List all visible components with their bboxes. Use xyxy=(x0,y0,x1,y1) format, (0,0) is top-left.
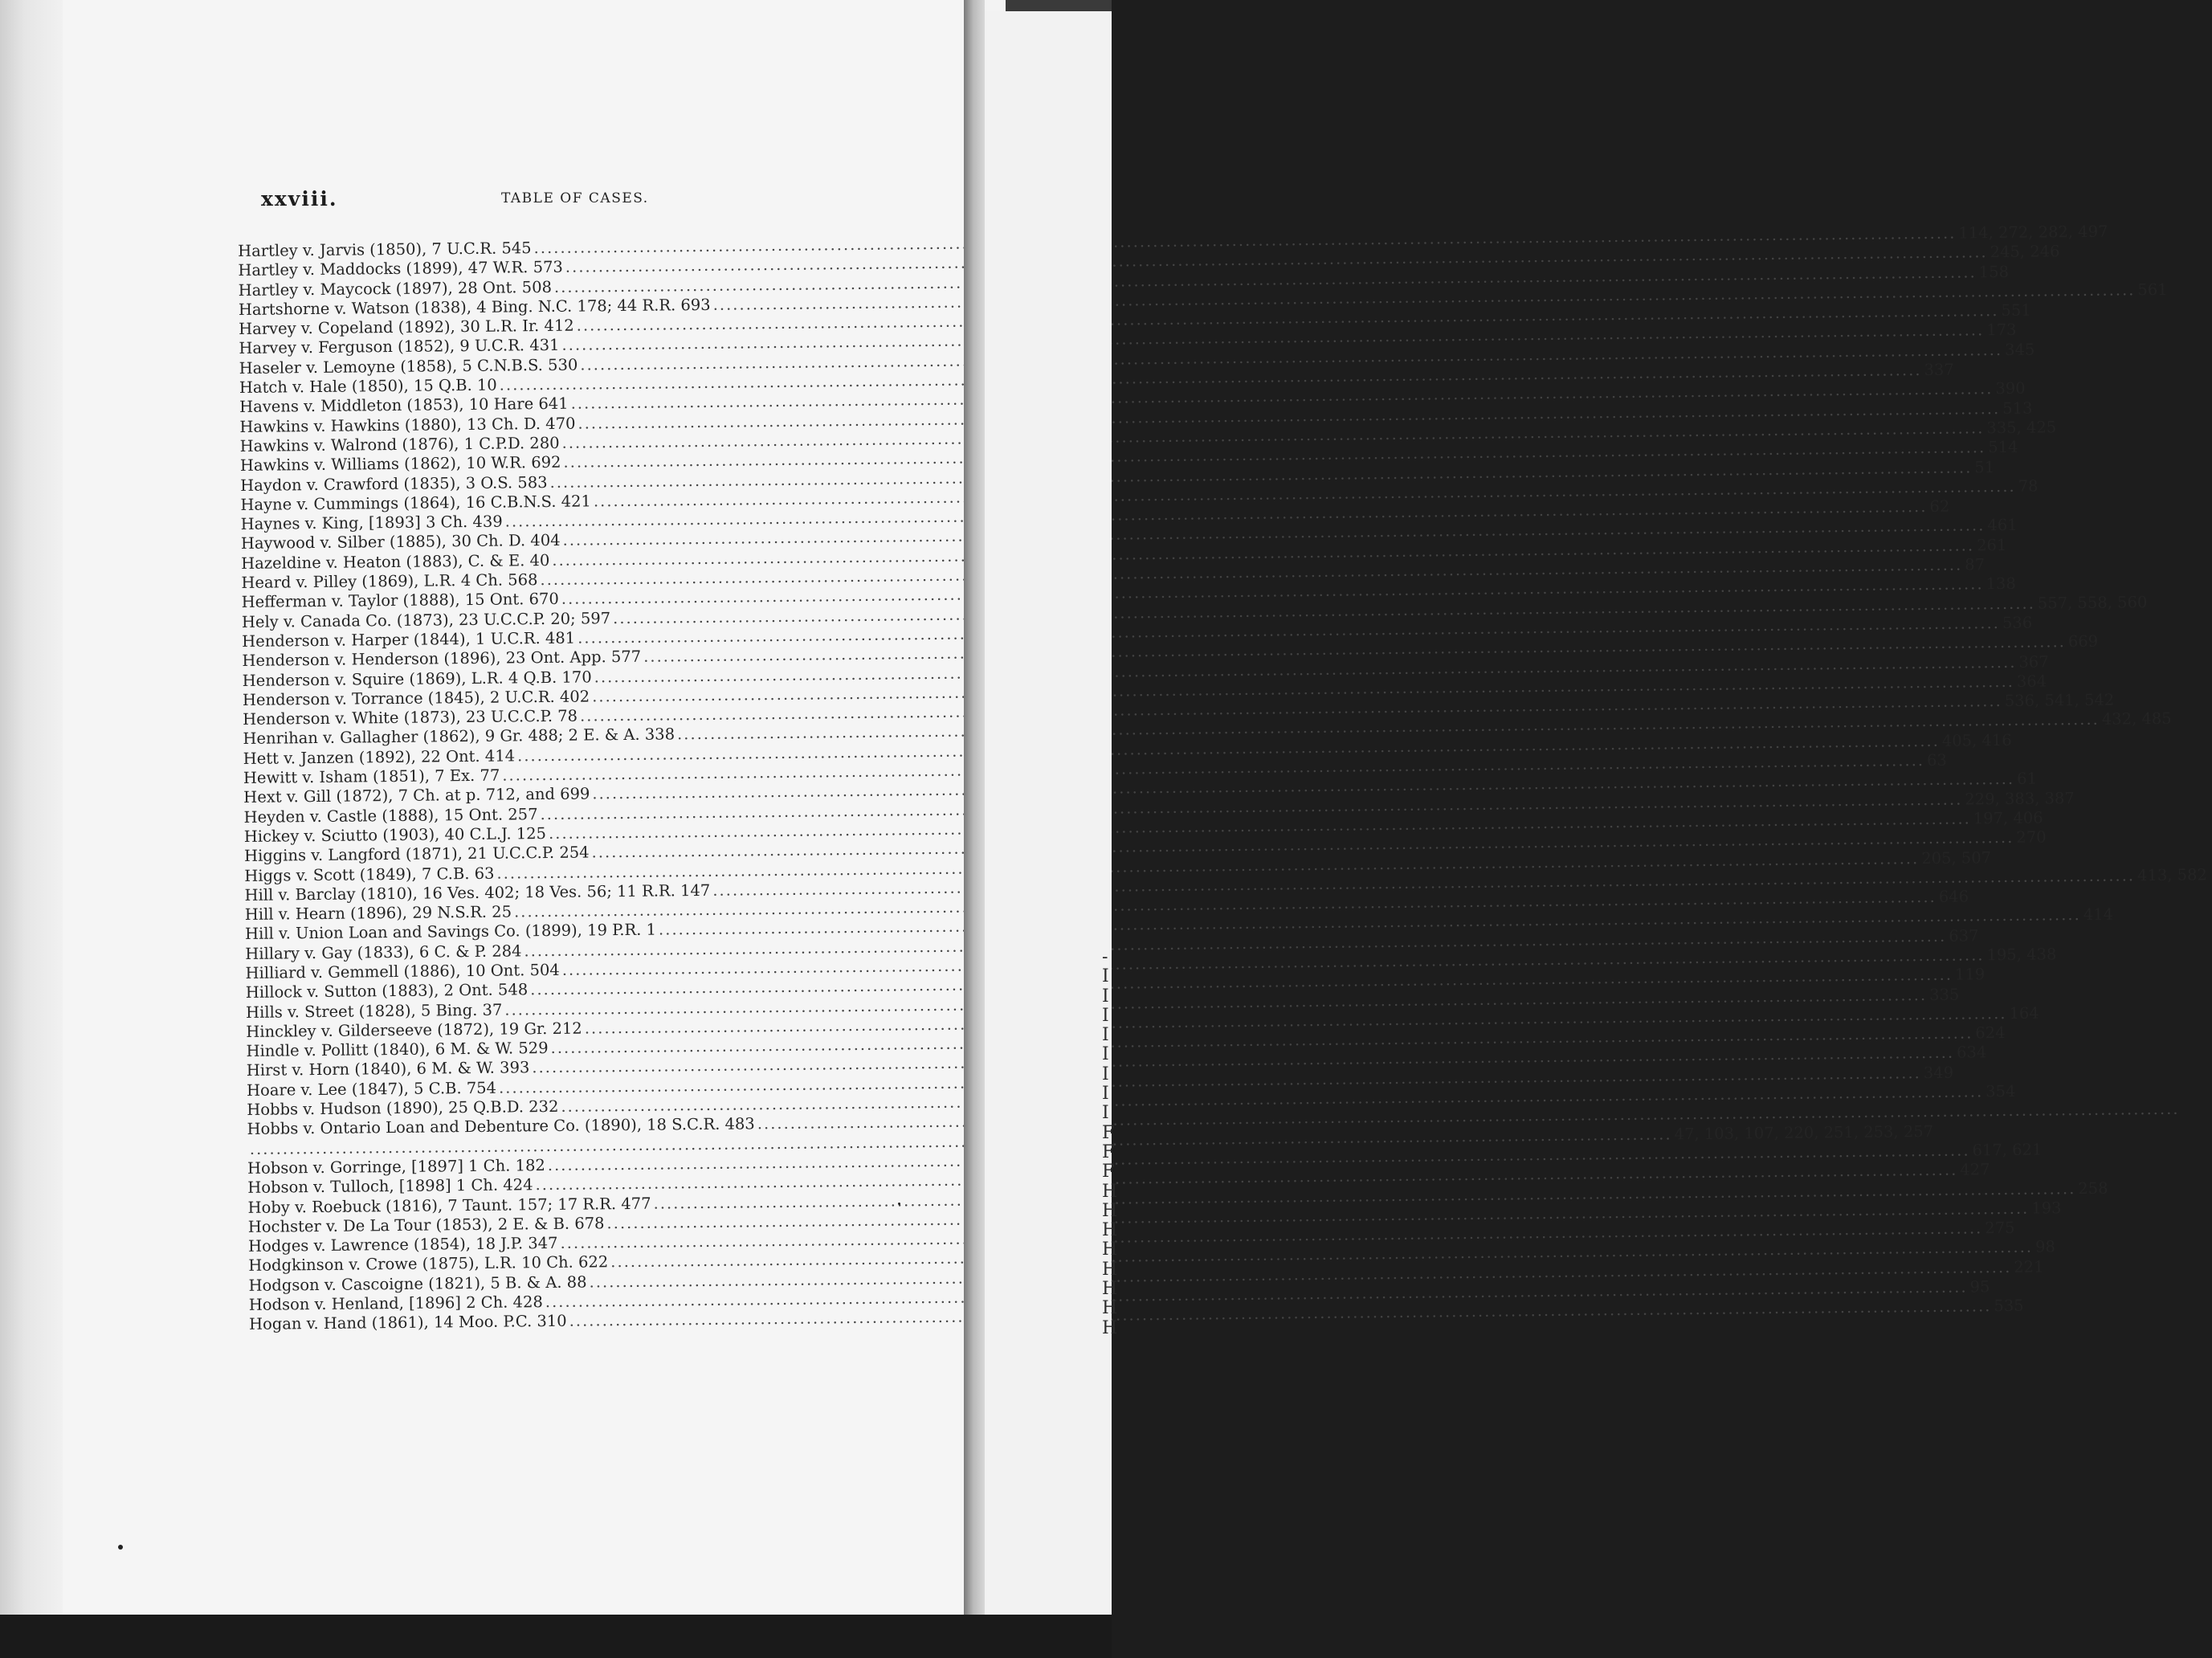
case-citation: Heyden v. Castle (1888), 15 Ont. 257 xyxy=(243,804,538,827)
case-page-references: 87 xyxy=(1965,555,1985,574)
case-citation: Hobson v. Gorringe, [1897] 1 Ch. 182 xyxy=(247,1156,545,1178)
scan-speck xyxy=(898,1203,900,1205)
case-page-references: 98 xyxy=(2034,1237,2055,1257)
case-citation: Hilliard v. Gemmell (1886), 10 Ont. 504 xyxy=(245,960,560,982)
case-page-references: 513 xyxy=(2002,398,2033,418)
page-number: xxviii. xyxy=(261,187,338,210)
case-citation: Hinckley v. Gilderseeve (1872), 19 Gr. 212 xyxy=(246,1019,582,1041)
case-page-references: 536, 541, 542 xyxy=(2004,690,2115,711)
case-page-references: 63 xyxy=(1926,750,1948,770)
case-citation: Hill v. Barclay (1810), 16 Ves. 402; 18 Ves. 56; 11 R.R. 147 xyxy=(244,880,711,905)
case-citation: Hodgkinson v. Crowe (1875), L.R. 10 Ch. 622 xyxy=(248,1252,609,1276)
edge-letter: I xyxy=(1102,986,1109,1007)
case-citation: Hefferman v. Taylor (1888), 15 Ont. 670 xyxy=(241,590,559,612)
edge-letter: I xyxy=(1102,1005,1109,1026)
case-citation: Henderson v. Henderson (1896), 23 Ont. App. 577 xyxy=(242,647,642,671)
case-page-references: 193 xyxy=(2031,1199,2062,1218)
case-page-references: 624 xyxy=(1975,1023,2006,1043)
case-page-references: 617, 621 xyxy=(1972,1140,2043,1160)
edge-letter: H xyxy=(1102,1220,1118,1241)
facing-page-edge-letters xyxy=(1102,947,1118,1350)
case-citation: Higgins v. Langford (1871), 21 U.C.C.P. 254 xyxy=(243,843,590,866)
case-page-references: 197, 406 xyxy=(1973,808,2043,828)
case-citation: Hawkins v. Walrond (1876), 1 C.P.D. 280 xyxy=(239,433,560,455)
edge-letter: H xyxy=(1102,1200,1118,1221)
case-citation: Hickey v. Sciutto (1903), 40 C.L.J. 125 xyxy=(243,823,547,846)
case-page-references: 461 xyxy=(1987,516,2018,535)
case-citation: Harvey v. Ferguson (1852), 9 U.C.R. 431 xyxy=(239,336,560,358)
case-citation: Havens v. Middleton (1853), 10 Hare 641 xyxy=(239,394,569,417)
case-citation: Hartley v. Maddocks (1899), 47 W.R. 573 xyxy=(238,258,563,280)
edge-letter: I xyxy=(1102,1025,1109,1046)
edge-letter: H xyxy=(1102,1259,1118,1280)
case-citation: Hext v. Gill (1872), 7 Ch. at p. 712, and 699 xyxy=(243,784,590,807)
case-page-references: 158 xyxy=(1978,262,2010,281)
case-page-references: 557, 558, 560 xyxy=(2037,592,2148,613)
case-citation: Hatch v. Hale (1850), 15 Q.B. 10 xyxy=(239,375,497,398)
case-citation: Hett v. Janzen (1892), 22 Ont. 414 xyxy=(243,746,516,768)
case-page-references: 536 xyxy=(2002,613,2033,632)
case-page-references: 229, 383, 387 xyxy=(1965,788,2075,809)
case-page-references: 551 xyxy=(2001,300,2031,321)
edge-letter: H xyxy=(1102,1181,1118,1202)
case-page-references: 335, 425 xyxy=(1986,418,2057,438)
page-fold-shadow xyxy=(964,0,985,1615)
edge-letter: F xyxy=(1102,1141,1115,1162)
scanner-bed-edge xyxy=(0,1615,1112,1658)
case-citation: Hill v. Union Loan and Savings Co. (1899), 19 P.R. 1 xyxy=(244,920,657,944)
case-page-references: 405, 416 xyxy=(1941,730,2012,750)
case-citation: Hill v. Hearn (1896), 29 N.S.R. 25 xyxy=(244,902,512,925)
left-gutter-shadow xyxy=(0,0,63,1615)
case-citation: Hely v. Canada Co. (1873), 23 U.C.C.P. 20; 597 xyxy=(241,608,611,631)
case-page-references: 561 xyxy=(2137,280,2168,300)
case-page-references: 195, 438 xyxy=(1986,945,2057,965)
case-citation: Hoby v. Roebuck (1816), 7 Taunt. 157; 17 R.R. 477 xyxy=(247,1194,651,1217)
edge-letter: H xyxy=(1102,1279,1118,1300)
case-page-references: 335 xyxy=(1928,985,1960,1004)
case-citation: Haydon v. Crawford (1835), 3 O.S. 583 xyxy=(240,472,548,495)
case-page-references: 432, 485 xyxy=(2101,709,2172,729)
case-page-references: 205, 507 xyxy=(1921,847,1992,868)
case-citation: Hindle v. Pollitt (1840), 6 M. & W. 529 xyxy=(246,1039,549,1061)
case-page-references: 427 xyxy=(1960,1160,1990,1179)
edge-letter: I xyxy=(1102,1064,1109,1084)
table-of-cases-list xyxy=(238,222,2208,1334)
edge-letter: F xyxy=(1102,1122,1115,1143)
case-citation: Hochster v. De La Tour (1853), 2 E. & B. 678 xyxy=(247,1214,605,1236)
facing-page xyxy=(985,11,1118,1615)
edge-letter: I xyxy=(1102,1103,1109,1124)
case-citation: Hillock v. Sutton (1883), 2 Ont. 548 xyxy=(245,980,529,1003)
case-citation: Hoare v. Lee (1847), 5 C.B. 754 xyxy=(246,1078,497,1100)
edge-letter: F xyxy=(1102,1162,1115,1182)
case-citation: Haywood v. Silber (1885), 30 Ch. D. 404 xyxy=(240,531,561,553)
case-page-references: 637 xyxy=(1949,926,1979,945)
edge-letter: H xyxy=(1102,1298,1118,1319)
case-citation: Haynes v. King, [1893] 3 Ch. 439 xyxy=(240,512,503,534)
edge-letter: H xyxy=(1102,1317,1118,1338)
case-page-references: 258 xyxy=(2078,1178,2108,1198)
case-page-references: 78 xyxy=(2018,476,2039,496)
case-page-references: 95 xyxy=(1969,1277,1990,1297)
case-citation: Hillary v. Gay (1833), 6 C. & P. 284 xyxy=(245,941,522,963)
case-page-references: 337 xyxy=(1924,360,1954,380)
case-page-references: 349 xyxy=(1923,1063,1954,1082)
case-citation: Henderson v. Squire (1869), L.R. 4 Q.B. 170 xyxy=(242,667,592,690)
case-page-references: 669 xyxy=(2067,632,2099,651)
case-page-references: 390 xyxy=(1995,379,2026,398)
case-citation: Henderson v. White (1873), 23 U.C.C.P. 78 xyxy=(243,706,578,729)
case-page-references: 61 xyxy=(2017,769,2038,789)
case-citation: Higgs v. Scott (1849), 7 C.B. 63 xyxy=(244,864,495,885)
case-page-references: 275 xyxy=(1985,1219,2015,1238)
case-citation: Harvey v. Copeland (1892), 30 L.R. Ir. 412 xyxy=(239,316,574,339)
case-page-references: 221 xyxy=(2014,1257,2044,1276)
case-page-references: 47, 103, 107, 220, 251, 253, 257 xyxy=(1674,1121,1934,1143)
case-citation: Hodson v. Henland, [1896] 2 Ch. 428 xyxy=(248,1293,543,1314)
case-page-references: 245, 246 xyxy=(1990,242,2060,262)
case-page-references: 261 xyxy=(1976,535,2007,555)
case-citation: Hobbs v. Ontario Loan and Debenture Co. (1890), 18 S.C.R. 483 xyxy=(247,1114,755,1139)
case-page-references: 364 xyxy=(2016,672,2047,691)
case-page-references: 270 xyxy=(2016,827,2047,847)
case-page-references: 646 xyxy=(1938,887,1969,906)
case-page-references: 634 xyxy=(1956,1043,1987,1063)
case-page-references: 62 xyxy=(1929,496,1950,517)
case-page-references: 173 xyxy=(1986,321,2017,340)
case-citation: Hobbs v. Hudson (1890), 25 Q.B.D. 232 xyxy=(247,1096,559,1120)
case-page-references: 138 xyxy=(1985,574,2016,594)
case-citation: Hartley v. Jarvis (1850), 7 U.C.R. 545 xyxy=(238,239,532,260)
case-page-references: 119 xyxy=(1954,965,1985,984)
case-citation: Hartshorne v. Watson (1838), 4 Bing. N.C. 178; 44 R.R. 693 xyxy=(238,295,711,319)
edge-letter: - xyxy=(1102,947,1108,967)
scan-speck xyxy=(118,1545,123,1550)
case-citation: Hodgson v. Cascoigne (1821), 5 B. & A. 88 xyxy=(248,1272,587,1295)
running-title: TABLE OF CASES. xyxy=(501,190,649,206)
case-citation: Hirst v. Horn (1840), 6 M. & W. 393 xyxy=(246,1058,530,1080)
edge-letter: I xyxy=(1102,966,1109,987)
edge-letter: I xyxy=(1102,1084,1109,1105)
case-citation: Hartley v. Maycock (1897), 28 Ont. 508 xyxy=(238,277,553,300)
case-citation: Henderson v. Torrance (1845), 2 U.C.R. 402 xyxy=(242,687,590,709)
case-page-references: 354 xyxy=(1985,1081,2016,1101)
case-page-references: 514 xyxy=(1988,438,2018,457)
case-page-references: 114, 272, 282, 497 xyxy=(1958,222,2108,243)
case-page-references: 164 xyxy=(2009,1003,2039,1023)
edge-letter: I xyxy=(1102,1044,1109,1065)
case-citation: Haseler v. Lemoyne (1858), 5 C.N.B.S. 530 xyxy=(239,355,578,378)
case-citation: Hayne v. Cummings (1864), 16 C.B.N.S. 421 xyxy=(240,492,592,514)
case-page-references: 367 xyxy=(2018,651,2049,672)
fold-top-shadow xyxy=(1006,0,1112,11)
case-citation: Hodges v. Lawrence (1854), 18 J.P. 347 xyxy=(247,1234,558,1256)
case-page-references: 345 xyxy=(2004,340,2035,359)
case-page-references: 413, 582 xyxy=(2136,865,2208,885)
case-page-references: 414 xyxy=(2083,905,2114,925)
running-header xyxy=(261,187,679,214)
case-citation: Hawkins v. Hawkins (1880), 13 Ch. D. 470 xyxy=(239,414,576,436)
case-page-references: 535 xyxy=(1994,1297,2024,1316)
case-citation: Henrihan v. Gallagher (1862), 9 Gr. 488; 2 E. & A. 338 xyxy=(243,725,675,749)
case-citation: Hobson v. Tulloch, [1898] 1 Ch. 424 xyxy=(247,1175,533,1198)
case-citation: Henderson v. Harper (1844), 1 U.C.R. 481 xyxy=(242,628,576,651)
case-citation: Hogan v. Hand (1861), 14 Moo. P.C. 310 xyxy=(248,1312,567,1334)
case-citation: Hawkins v. Williams (1862), 10 W.R. 692 xyxy=(239,453,561,476)
edge-letter: H xyxy=(1102,1239,1118,1260)
case-citation: Heard v. Pilley (1869), L.R. 4 Ch. 568 xyxy=(241,570,538,593)
case-page-references: 51 xyxy=(1974,457,1995,476)
case-citation: Hills v. Street (1828), 5 Bing. 37 xyxy=(245,1000,503,1022)
case-citation: Hazeldine v. Heaton (1883), C. & E. 40 xyxy=(241,550,550,573)
case-citation: Hewitt v. Isham (1851), 7 Ex. 77 xyxy=(243,766,500,787)
